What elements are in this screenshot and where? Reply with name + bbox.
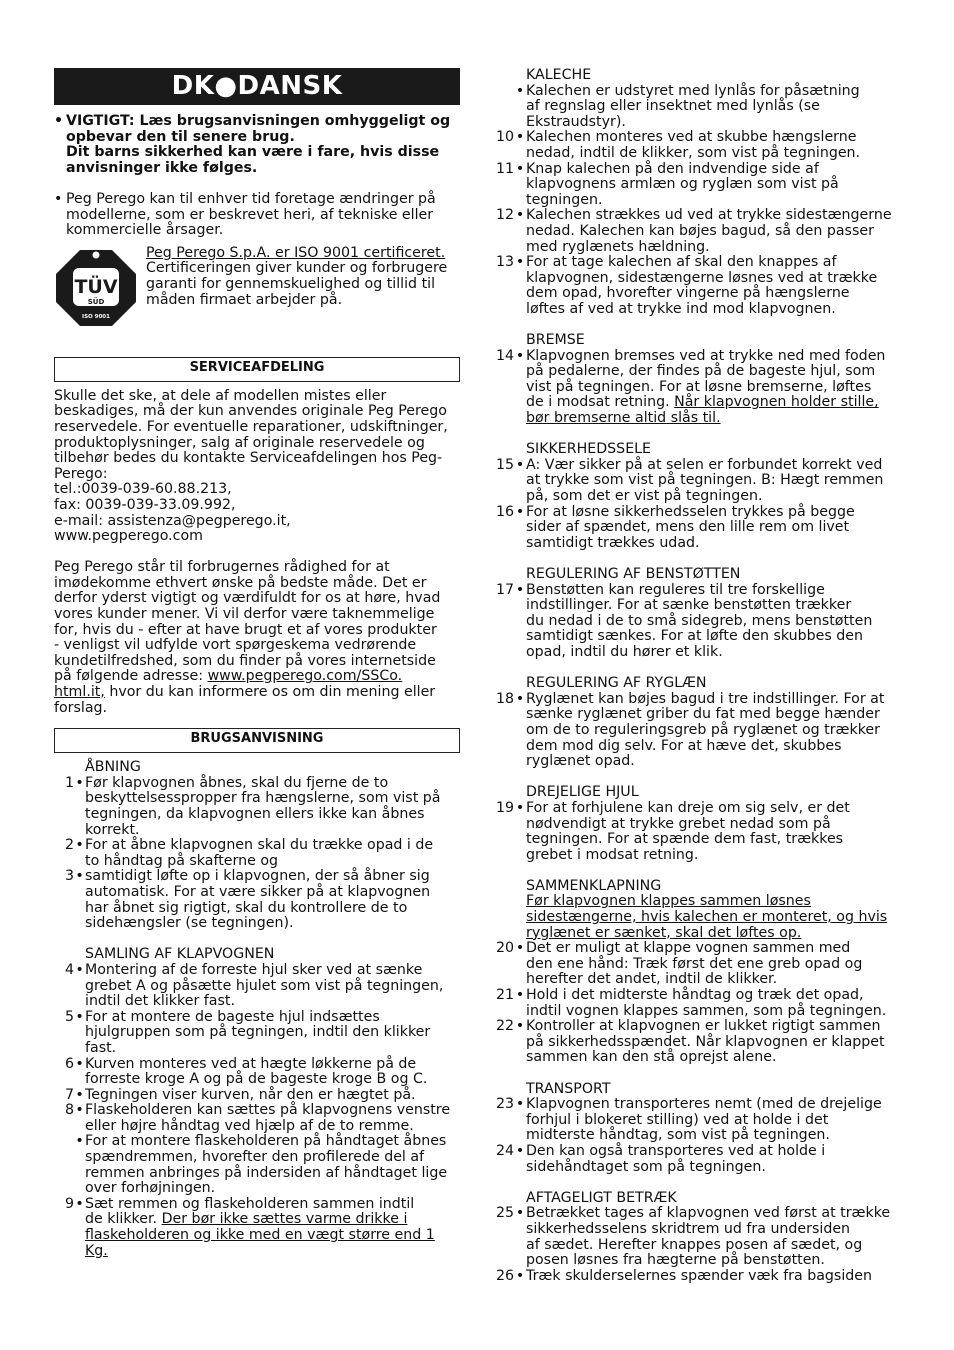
step-11 bbox=[494, 162, 904, 209]
text-line: indstillinger. For at sænke benstøtten trækker bbox=[526, 597, 852, 614]
step-number: 9 bbox=[64, 1195, 74, 1212]
text-line: opad, indtil du hører et klik. bbox=[526, 643, 723, 660]
text-line: Kontroller at klapvognen er lukket rigtigt sammen bbox=[526, 1018, 881, 1035]
warning-line: anvisninger ikke følges. bbox=[66, 159, 258, 176]
text-line: tegningen. For at spænde dem fast, trækkes bbox=[526, 831, 844, 848]
step-number: 24 bbox=[495, 1142, 514, 1159]
certification-line: garanti for gennemskuelighed og tillid til bbox=[146, 275, 436, 292]
text-line: Tegningen viser kurven, når den er hægtet på. bbox=[85, 1086, 416, 1103]
bullet-marker: • bbox=[515, 207, 525, 224]
step-number-empty bbox=[54, 1134, 74, 1196]
step-15 bbox=[494, 458, 904, 505]
text-line: dem opad, hvorefter vingerne på hængslerne bbox=[526, 285, 850, 302]
fax-line: fax: 0039-039-33.09.992, bbox=[54, 496, 236, 513]
step-text bbox=[526, 988, 904, 1019]
text-line: den ene hånd: Træk først det ene greb opad og bbox=[526, 955, 863, 972]
text-line: For at åbne klapvognen skal du trække opad i de bbox=[85, 837, 434, 854]
website-line: www.pegperego.com bbox=[54, 528, 203, 545]
step-22 bbox=[494, 1019, 904, 1066]
text-line: For at montere flaskeholderen på håndtaget åbnes bbox=[85, 1133, 447, 1150]
text-line: du nedad i de to små sidegreb, mens benstøtten bbox=[526, 612, 873, 629]
step-text bbox=[526, 255, 904, 317]
step-number: 6 bbox=[64, 1055, 74, 1072]
text-span: hvor du kan informere os om din mening eller bbox=[104, 684, 436, 701]
bullet-marker: • bbox=[515, 456, 525, 473]
text-line: for, hvis du - efter at have brugt et af vores produkter bbox=[54, 621, 437, 638]
text-line: vores kunder mener. Vi vil derfor være taknemmelige bbox=[54, 606, 435, 623]
logo-text: TÜV bbox=[74, 275, 118, 298]
text-line: Skulle det ske, at dele af modellen mistes eller bbox=[54, 387, 387, 404]
step-9 bbox=[54, 1197, 460, 1259]
bullet-marker: • bbox=[75, 961, 84, 978]
certification-line: måden firmaet arbejder på. bbox=[146, 291, 343, 308]
warning-underlined: flaskeholderen og ikke med en vægt større end 1 bbox=[85, 1227, 435, 1244]
step-number-empty bbox=[494, 84, 514, 131]
step-text bbox=[526, 84, 904, 131]
step-number: 10 bbox=[495, 129, 514, 146]
warning-underlined: sidestængerne, hvis kalechen er monteret, og hvis bbox=[526, 909, 888, 926]
certification-block bbox=[54, 244, 460, 328]
text-line: For at løsne sikkerhedsselen trykkes på begge bbox=[526, 503, 855, 520]
text-line: For at montere de bageste hjul indsættes bbox=[85, 1008, 380, 1025]
step-text bbox=[526, 1206, 904, 1268]
tuv-iso-logo bbox=[54, 248, 138, 328]
text-line: tegningen, da klapvognen ellers ikke kan åbnes bbox=[85, 806, 425, 822]
text-line: sider af spændet, mens den lille rem om livet bbox=[526, 519, 850, 536]
warning-line: VIGTIGT: Læs brugsanvisningen omhyggeligt og bbox=[66, 113, 451, 129]
section-title-belt: SIKKERHEDSSELE bbox=[526, 441, 652, 458]
text-line: Kurven monteres ved at hægte løkkerne på de bbox=[85, 1055, 417, 1072]
warning-underlined: Kg. bbox=[85, 1242, 108, 1259]
text-line bbox=[85, 1212, 460, 1228]
text-line: imødekomme ethvert ønske på bedste måde. Det er bbox=[54, 574, 427, 591]
step-text bbox=[85, 1010, 460, 1057]
step-number: 7 bbox=[64, 1086, 74, 1103]
notice-line: kommercielle årsager. bbox=[66, 222, 224, 239]
step-number: 4 bbox=[64, 961, 74, 978]
text-line: indtil det klikker fast. bbox=[85, 993, 235, 1010]
hood-bullet bbox=[494, 84, 904, 131]
step-number: 2 bbox=[64, 837, 74, 854]
step-text bbox=[85, 1057, 460, 1088]
text-line: Sæt remmen og flaskeholderen sammen indtil bbox=[85, 1195, 415, 1212]
step-12 bbox=[494, 208, 904, 255]
step-text bbox=[526, 1019, 904, 1066]
text-line: tegningen. bbox=[526, 191, 603, 208]
bullet-marker: • bbox=[515, 1267, 525, 1284]
bullet-marker: • bbox=[515, 940, 525, 957]
text-line: sidehængsler (se tegningen). bbox=[85, 915, 294, 932]
warning-text bbox=[66, 114, 460, 176]
text-line: samtidigt trækkes udad. bbox=[526, 534, 700, 551]
text-line: Klapvognen bremses ved at trykke ned med foden bbox=[526, 347, 886, 364]
step-text bbox=[85, 1088, 460, 1104]
step-text bbox=[85, 1103, 460, 1134]
step-text bbox=[526, 1097, 904, 1144]
notice-bullet bbox=[54, 192, 460, 239]
section-title-folding: SAMMENKLAPNING bbox=[526, 877, 662, 894]
logo-sub: SÜD bbox=[87, 297, 105, 306]
link-prefix: på følgende adresse: bbox=[54, 668, 208, 685]
step-text bbox=[526, 1269, 904, 1285]
step-14 bbox=[494, 349, 904, 427]
text-line: Før klapvognen åbnes, skal du fjerne de to bbox=[85, 774, 389, 791]
bullet-marker: • bbox=[75, 868, 84, 885]
step-21 bbox=[494, 988, 904, 1019]
step-text bbox=[85, 869, 460, 931]
text-line: klapvognens armlæn og ryglæn som vist på bbox=[526, 176, 839, 193]
section-title-brakes: BREMSE bbox=[526, 332, 585, 349]
warning-underlined: Når klapvognen holder stille, bbox=[674, 394, 879, 411]
bullet-marker: • bbox=[515, 503, 525, 520]
text-line: med ryglænets hældning. bbox=[526, 238, 710, 255]
step-number: 15 bbox=[495, 456, 514, 473]
step-text bbox=[85, 1134, 460, 1196]
text-line: vist på tegningen. For at løsne bremserne, løftes bbox=[526, 378, 872, 395]
text-line: beskadiges, må der kun anvendes originale Peg Perego bbox=[54, 403, 447, 420]
step-25 bbox=[494, 1206, 904, 1268]
text-line: klapvognen, sidestængerne løsnes ved at trække bbox=[526, 269, 878, 286]
step-8-sub-bullet bbox=[54, 1134, 460, 1196]
bullet-marker: • bbox=[515, 1018, 525, 1035]
logo-iso: ISO 9001 bbox=[82, 313, 110, 320]
notice-text bbox=[66, 192, 460, 239]
text-line: nødvendigt at trykke grebet nedad som på bbox=[526, 815, 831, 832]
bullet-marker: • bbox=[75, 1195, 84, 1212]
text-line: Montering af de forreste hjul sker ved at sænke bbox=[85, 961, 423, 978]
step-5 bbox=[54, 1010, 460, 1057]
bullet-marker: • bbox=[515, 799, 525, 816]
section-title-cover: AFTAGELIGT BETRÆK bbox=[526, 1189, 677, 1206]
bullet-marker: • bbox=[515, 1142, 525, 1159]
text-line: Hold i det midterste håndtag og træk det opad, bbox=[526, 987, 864, 1004]
certification-text bbox=[146, 246, 447, 328]
step-text bbox=[526, 208, 904, 255]
text-line: grebet A og påsætte hjulet som vist på tegningen, bbox=[85, 977, 444, 994]
text-line: reservedele. For eventuelle reparationer, udskiftninger, bbox=[54, 418, 448, 435]
text-line: at trykke som vist på tegningen. B: Hægt remmen bbox=[526, 472, 884, 489]
step-number: 3 bbox=[64, 868, 74, 885]
warning-line: Dit barns sikkerhed kan være i fare, hvis disse bbox=[66, 144, 440, 161]
certification-line: Certificeringen giver kunder og forbrugere bbox=[146, 260, 448, 277]
text-line: af sædet. Herefter knappes posen af sædet, og bbox=[526, 1236, 863, 1253]
text-line: Perego: bbox=[54, 465, 108, 482]
bullet-marker: • bbox=[515, 160, 525, 177]
step-text bbox=[85, 776, 460, 838]
step-text bbox=[526, 458, 904, 505]
bullet-marker: • bbox=[54, 113, 64, 129]
section-title-assembly: SAMLING AF KLAPVOGNEN bbox=[85, 946, 275, 963]
step-number: 19 bbox=[495, 799, 514, 816]
text-line: om de to reguleringsgreb på ryglænet og trækker bbox=[526, 721, 880, 738]
step-7 bbox=[54, 1088, 460, 1104]
text-line: sidehåndtaget som på tegningen. bbox=[526, 1158, 766, 1175]
step-19 bbox=[494, 801, 904, 863]
bullet-marker: • bbox=[515, 1096, 525, 1113]
step-text bbox=[526, 941, 904, 988]
step-number: 5 bbox=[64, 1008, 74, 1025]
text-line: Kalechen strækkes ud ved at trykke sidestængerne bbox=[526, 207, 892, 224]
bullet-marker: • bbox=[515, 254, 525, 271]
bullet-marker: • bbox=[75, 774, 84, 791]
step-number: 14 bbox=[495, 347, 514, 364]
text-line: midterste håndtag, som vist på tegningen. bbox=[526, 1127, 830, 1144]
language-title-bar bbox=[54, 68, 460, 105]
text-line: Det er muligt at klappe vognen sammen med bbox=[526, 940, 851, 957]
text-line bbox=[54, 669, 460, 685]
text-line bbox=[526, 395, 904, 411]
section-title-footrest: REGULERING AF BENSTØTTEN bbox=[526, 566, 741, 582]
warning-underlined: ryglænet er sænket, skal det løftes op. bbox=[526, 924, 802, 941]
section-title-backrest: REGULERING AF RYGLÆN bbox=[526, 675, 707, 692]
step-text bbox=[526, 1144, 904, 1175]
bullet-marker: • bbox=[515, 987, 525, 1004]
feedback-paragraph bbox=[54, 560, 460, 716]
text-line: spændremmen, hvorefter den profilerede del af bbox=[85, 1149, 425, 1166]
step-13 bbox=[494, 255, 904, 317]
step-18 bbox=[494, 692, 904, 770]
text-line: to håndtag på skafterne og bbox=[85, 852, 279, 869]
text-line: Knap kalechen på den indvendige side af bbox=[526, 160, 819, 177]
notice-line: Peg Perego kan til enhver tid foretage ændringer på bbox=[66, 190, 436, 207]
step-number: 17 bbox=[495, 581, 514, 598]
bullet-marker: • bbox=[75, 1086, 84, 1103]
step-20 bbox=[494, 941, 904, 988]
step-3 bbox=[54, 869, 460, 931]
step-24 bbox=[494, 1144, 904, 1175]
step-text bbox=[526, 505, 904, 552]
instructions-heading: BRUGSANVISNING bbox=[54, 728, 460, 753]
step-text bbox=[85, 963, 460, 1010]
text-line: tilbehør bedes du kontakte Serviceafdelingen hos Peg- bbox=[54, 450, 443, 467]
text-line: Peg Perego står til forbrugernes rådighed for at bbox=[54, 559, 390, 576]
step-text bbox=[85, 838, 460, 869]
text-line: forslag. bbox=[54, 699, 108, 716]
bullet-marker: • bbox=[515, 581, 525, 598]
certification-line: Peg Perego S.p.A. er ISO 9001 certificeret. bbox=[146, 244, 446, 261]
bullet-marker: • bbox=[515, 690, 525, 707]
bullet-marker: • bbox=[515, 1205, 525, 1222]
email-line: e-mail: assistenza@pegperego.it, bbox=[54, 512, 291, 529]
step-number: 23 bbox=[495, 1096, 514, 1113]
text-line: løftes af ved at trykke ind mod klapvognen. bbox=[526, 300, 836, 317]
text-line: Benstøtten kan reguleres til tre forskellige bbox=[526, 581, 825, 598]
bullet-marker: • bbox=[75, 1055, 84, 1072]
text-line: har åbnet sig rigtigt, skal du kontrollere de to bbox=[85, 899, 408, 916]
text-line bbox=[54, 685, 460, 701]
bullet-marker: • bbox=[515, 82, 525, 99]
step-17 bbox=[494, 583, 904, 661]
step-text bbox=[526, 692, 904, 770]
right-column bbox=[494, 68, 904, 1284]
text-line: Træk skulderselernes spænder væk fra bagsiden bbox=[526, 1267, 872, 1284]
bullet-marker: • bbox=[54, 190, 63, 207]
step-text bbox=[526, 162, 904, 209]
text-line: nedad. Kalechen kan bøjes bagud, så den passer bbox=[526, 222, 874, 239]
step-number: 25 bbox=[495, 1205, 514, 1222]
text-line: Ryglænet kan bøjes bagud i tre indstillinger. For at bbox=[526, 690, 885, 707]
step-6 bbox=[54, 1057, 460, 1088]
warning-underlined: Før klapvognen klappes sammen løsnes bbox=[526, 893, 811, 910]
text-line: beskyttelsesspropper fra hængslerne, som vist på bbox=[85, 790, 441, 807]
warning-line: opbevar den til senere brug. bbox=[66, 128, 295, 145]
survey-link-cont[interactable]: html.it, bbox=[54, 684, 105, 701]
text-line: herefter det andet, indtil de klikker. bbox=[526, 971, 778, 988]
text-line: A: Vær sikker på at selen er forbundet korrekt ved bbox=[526, 456, 883, 473]
warning-underlined: Der bør ikke sættes varme drikke i bbox=[161, 1211, 408, 1228]
text-line: posen løsnes fra hægterne på benstøtten. bbox=[526, 1252, 825, 1269]
text-line: Den kan også transporteres ved at holde i bbox=[526, 1142, 826, 1159]
step-number: 26 bbox=[495, 1267, 514, 1284]
step-text bbox=[526, 130, 904, 161]
notice-line: modellerne, som er beskrevet heri, af tekniske eller bbox=[66, 206, 434, 223]
language-title: DK●DANSK bbox=[171, 71, 343, 101]
left-column bbox=[54, 68, 460, 1259]
text-line: på, som det er vist på tegningen. bbox=[526, 488, 763, 505]
text-line: over forhøjningen. bbox=[85, 1180, 216, 1197]
text-line: dem mod dig selv. For at hæve det, skubbes bbox=[526, 737, 842, 754]
warning-underlined: bør bremserne altid slås til. bbox=[526, 410, 721, 427]
step-8 bbox=[54, 1103, 460, 1134]
bullet-marker: • bbox=[75, 1102, 84, 1119]
step-text bbox=[526, 583, 904, 661]
text-line: Ekstraudstyr). bbox=[526, 113, 626, 130]
text-line: ryglænet opad. bbox=[526, 753, 635, 770]
text-line: fast. bbox=[85, 1039, 117, 1056]
text-line: Klapvognen transporteres nemt (med de drejelige bbox=[526, 1096, 882, 1113]
text-line: sænke ryglænet griber du fat med begge hænder bbox=[526, 706, 880, 723]
text-line: remmen anbringes på indersiden af håndtaget lige bbox=[85, 1164, 448, 1181]
text-line: forreste kroge A og på de bageste kroge B og C. bbox=[85, 1071, 428, 1088]
text-line: samtidigt sænkes. For at løfte den skubbes den bbox=[526, 628, 863, 645]
warning-bullet bbox=[54, 114, 460, 176]
section-title-opening: ÅBNING bbox=[85, 759, 141, 776]
text-line: eller højre håndtag ved hjælp af de to remme. bbox=[85, 1117, 414, 1134]
text-line: på pedalerne, der findes på de bageste hjul, som bbox=[526, 363, 876, 380]
step-number: 21 bbox=[495, 987, 514, 1004]
text-line: Kalechen er udstyret med lynlås for påsætning bbox=[526, 82, 860, 99]
step-text bbox=[526, 801, 904, 863]
step-number: 16 bbox=[495, 503, 514, 520]
text-line: samtidigt løfte op i klapvognen, der så åbner sig bbox=[85, 868, 430, 885]
step-number: 8 bbox=[64, 1102, 74, 1119]
section-title-transport: TRANSPORT bbox=[526, 1080, 611, 1097]
text-line: sikkerhedsselens skridtrem ud fra undersiden bbox=[526, 1220, 851, 1237]
text-line: på sikkerhedsspændet. Når klapvognen er klappet bbox=[526, 1033, 885, 1050]
bullet-marker: • bbox=[75, 1008, 84, 1025]
text-line: For at forhjulene kan dreje om sig selv, er det bbox=[526, 799, 850, 816]
phone-line: tel.:0039-039-60.88.213, bbox=[54, 481, 232, 498]
step-number: 13 bbox=[495, 254, 514, 271]
step-text bbox=[526, 349, 904, 427]
text-line: Kalechen monteres ved at skubbe hængslerne bbox=[526, 129, 857, 146]
bullet-marker: • bbox=[515, 129, 525, 146]
step-number: 12 bbox=[495, 207, 514, 224]
step-number: 20 bbox=[495, 940, 514, 957]
step-number: 11 bbox=[495, 160, 514, 177]
section-title-hood: KALECHE bbox=[526, 67, 592, 83]
text-line: produktoplysninger, salg af originale reservedele og bbox=[54, 434, 425, 451]
bullet-marker: • bbox=[515, 347, 525, 364]
step-10 bbox=[494, 130, 904, 161]
text-span: de i modsat retning. bbox=[526, 394, 675, 411]
step-2 bbox=[54, 838, 460, 869]
step-4 bbox=[54, 963, 460, 1010]
text-line: derfor yderst vigtigt og værdifuldt for os at høre, hvad bbox=[54, 590, 441, 607]
text-line: - venligst vil udfylde vort spørgeskema vedrørende bbox=[54, 637, 417, 654]
text-line: nedad, indtil de klikker, som vist på tegningen. bbox=[526, 144, 861, 161]
step-number: 18 bbox=[495, 690, 514, 707]
bullet-marker: • bbox=[75, 837, 84, 854]
step-1 bbox=[54, 776, 460, 838]
text-line: Flaskeholderen kan sættes på klapvognens venstre bbox=[85, 1102, 451, 1119]
text-line: For at tage kalechen af skal den knappes af bbox=[526, 254, 837, 271]
step-text bbox=[85, 1197, 460, 1259]
step-number: 22 bbox=[495, 1018, 514, 1035]
text-line: korrekt. bbox=[85, 821, 140, 838]
bullet-marker: • bbox=[75, 1133, 84, 1150]
text-line: sammen kan den stå oprejst alene. bbox=[526, 1049, 777, 1066]
section-title-wheels: DREJELIGE HJUL bbox=[526, 784, 639, 801]
text-line: hjulgruppen som på tegningen, indtil den klikker bbox=[85, 1024, 431, 1041]
text-line: automatisk. For at være sikker på at klapvognen bbox=[85, 883, 431, 900]
text-line: forhjul i blokeret stilling) ved at holde i det bbox=[526, 1111, 829, 1128]
folding-warning bbox=[494, 894, 904, 941]
text-line: kundetilfredshed, som du finder på vores internetside bbox=[54, 652, 436, 669]
step-26 bbox=[494, 1269, 904, 1285]
step-16 bbox=[494, 505, 904, 552]
service-paragraph bbox=[54, 389, 460, 545]
step-23 bbox=[494, 1097, 904, 1144]
service-heading: SERVICEAFDELING bbox=[54, 357, 460, 382]
step-number: 1 bbox=[64, 774, 74, 791]
survey-link[interactable]: www.pegperego.com/SSCo. bbox=[207, 668, 403, 685]
text-span: de klikker. bbox=[85, 1211, 162, 1228]
text-line: indtil vognen klappes sammen, som på tegningen. bbox=[526, 1002, 887, 1019]
text-line: grebet i modsat retning. bbox=[526, 846, 699, 863]
text-line: af regnslag eller insektnet med lynlås (se bbox=[526, 98, 820, 115]
text-line: Betrækket tages af klapvognen ved først at trække bbox=[526, 1205, 891, 1222]
